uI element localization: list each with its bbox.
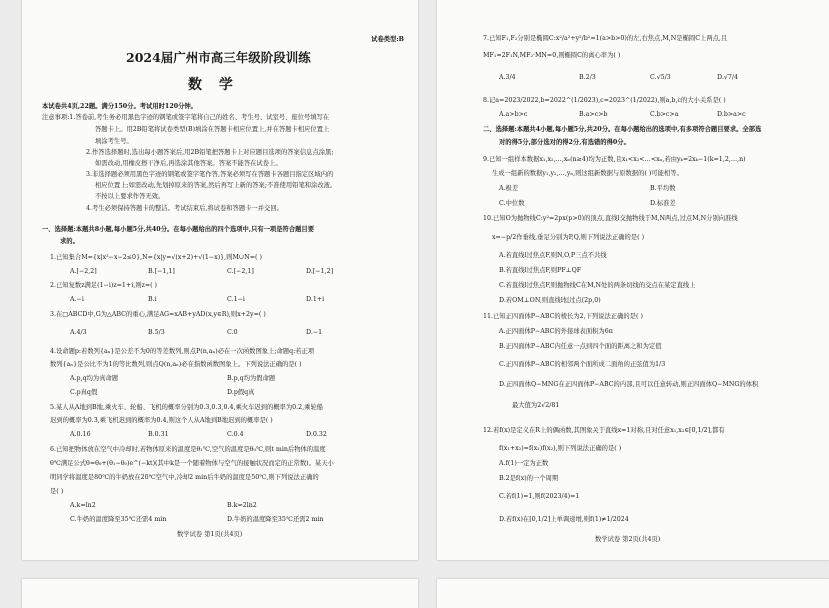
subject-title: 数 学 xyxy=(188,77,239,93)
option: B.平均数 xyxy=(650,185,676,192)
option: D.0.32 xyxy=(306,431,327,438)
option: D.p假q真 xyxy=(227,389,255,396)
exam-page-2 xyxy=(437,0,829,560)
exam-page-1 xyxy=(22,0,418,560)
page-footer: 数学试卷 第1页(共4页) xyxy=(177,531,243,538)
option: D.若f(x)在[0,1/2]上单调递增,则f(1)≠1/2024 xyxy=(499,516,629,523)
notes-line: 相应位置上;如需改动,先划掉原来的答案,然后再写上新的答案;不准使用铅笔和涂改液。 xyxy=(95,182,337,189)
question-5-line: 迟到的概率为0.3,乘飞机迟到的概率为0.4,则这个人从A地到B地迟到的概率是( ) xyxy=(50,417,273,424)
option: D.牛奶的温度降至35℃还需2 min xyxy=(227,516,324,523)
section-heading: 二、选择题:本题共4小题,每小题5分,共20分。在每小题给出的选项中,有多项符合题目要求。全部选 xyxy=(483,126,762,133)
section-heading: 对的得5分,部分选对的得2分,有选错的得0分。 xyxy=(499,139,630,146)
option: B.5/3 xyxy=(148,329,165,336)
option: A.p,q均为真命题 xyxy=(70,375,119,382)
option: A.极差 xyxy=(499,185,519,192)
question-6-line: 明同学将温度是80℃的牛奶放在20℃空气中,冷却2 min后牛奶的温度是50℃,则下列说法正确的 xyxy=(50,474,319,481)
option: B.k=2ln2 xyxy=(227,502,257,509)
option: A.0.16 xyxy=(70,431,91,438)
option: D.b>a>c xyxy=(717,111,746,118)
option: C.牛奶的温度降至35℃还需4 min xyxy=(70,516,167,523)
option: A.3/4 xyxy=(499,74,516,81)
notes-line: 填涂考生号。 xyxy=(95,138,133,145)
option: A.f(1)一定为正数 xyxy=(499,460,549,467)
option: D.标准差 xyxy=(650,200,676,207)
question-1: 1.已知集合M={x|x²−x−2≤0},N={x|y=√(x+2)+√(1−x)},则M∪N=( ) xyxy=(50,254,262,261)
exam-page-4 xyxy=(437,579,829,608)
notes-line: 4.考生必须保持答题卡的整洁。考试结束后,将试卷和答题卡一并交回。 xyxy=(86,205,283,212)
notes-line: 答题卡上。用2B铅笔将试卷类型(B)填涂在答题卡相应位置上,并在答题卡相应位置上 xyxy=(95,126,330,133)
question-6-line: 是( ) xyxy=(50,488,64,495)
notes-line: 3.非选择题必须用黑色字迹的钢笔或签字笔作答,答案必须写在答题卡各题目指定区域内的 xyxy=(86,171,334,178)
exam-title: 2024届广州市高三年级阶段训练 xyxy=(126,50,311,65)
option: B.i xyxy=(148,296,157,303)
option: D.−1 xyxy=(306,329,323,336)
section-heading: 求的。 xyxy=(60,238,79,245)
option: A.a>b>c xyxy=(499,111,528,118)
notes-line: 注意事项:1.答卷前,考生务必用黑色字迹的钢笔或签字笔将自己的姓名、考生号、试室号、座位号填写在 xyxy=(42,114,330,121)
question-10-line: x=−p/2作垂线,垂足分别为P,Q,则下列说法正确的是( ) xyxy=(492,234,645,241)
option: C.b>c>a xyxy=(650,111,679,118)
exam-page-3 xyxy=(22,579,418,608)
option: C.中位数 xyxy=(499,200,525,207)
option: C.p真q假 xyxy=(70,389,98,396)
option: A.正四面体P−ABC的外接球表面积为6π xyxy=(499,328,613,335)
option: B.2是f(x)的一个周期 xyxy=(499,475,559,482)
question-12: 12.若f(x)是定义在R上的偶函数,其图象关于直线x=1对称,且对任意x₁,x₂∈[0,1/2],都有 xyxy=(483,427,725,434)
option: B.0.31 xyxy=(148,431,169,438)
option: B.正四面体P−ABC内任意一点到四个面的距离之和为定值 xyxy=(499,343,662,350)
question-8: 8.记a=2023/2022,b=2022^(1/2023),c=2023^(1/2022),则a,b,c的大小关系是( ) xyxy=(483,97,726,104)
question-3: 3.在□ABCD中,G为△ABC的重心,满足AG=xAB+yAD(x,y∈R),则x+2y=( ) xyxy=(50,311,266,318)
option: D.√7/4 xyxy=(717,74,738,81)
option: C.若f(1)=1,则f(2023/4)=1 xyxy=(499,493,580,500)
option: B.2/3 xyxy=(579,74,596,81)
option: A.k=ln2 xyxy=(70,502,96,509)
option: A.−i xyxy=(70,296,84,303)
question-4-line: 数列{aₙ}是公比不为1的等比数列,则点Q(n,aₙ)必在指数函数图象上。下列说法正确的是( ) xyxy=(50,361,302,368)
option: C.[−2,1] xyxy=(227,268,254,275)
page-footer: 数学试卷 第2页(共4页) xyxy=(595,536,661,543)
option: D.1+i xyxy=(306,296,325,303)
question-12-line: f(x₁+x₂)=f(x₁)f(x₂),则下列说法正确的是( ) xyxy=(499,445,622,452)
question-6-line: θ℃满足公式θ=θ₀+(θ₁−θ₀)e^(−kt)(其中k是一个随着物体与空气的接触状况而定的正常数)。某天小 xyxy=(50,460,334,467)
option: B.若直线l过焦点F,则PF⊥QF xyxy=(499,267,582,274)
option: B.p,q均为假命题 xyxy=(227,375,276,382)
notes-line: 不按以上要求作答无效。 xyxy=(95,193,165,200)
option: D.正四面体Q−MNG在正四面体P−ABC的内部,且可以任意转动,则正四面体Q−MNG的体积 xyxy=(499,381,759,388)
option: B.[−1,1] xyxy=(148,268,175,275)
option: A.若直线l过焦点F,则N,O,P三点不共线 xyxy=(499,252,607,259)
section-heading: 一、选择题:本题共8小题,每小题5分,共40分。在每小题给出的四个选项中,只有一项是符合题目要 xyxy=(42,226,315,233)
option: C.若直线l过焦点F,则抛物线C在M,N处的两条切线的交点在某定直线上 xyxy=(499,282,696,289)
question-4: 4.设命题p:若数列{aₙ}是公差不为0的等差数列,则点P(n,aₙ)必在一次函数图象上;命题q:若正项 xyxy=(50,348,315,355)
notes-line: 2.作答选择题时,选出每小题答案后,用2B铅笔把答题卡上对应题目选项的答案信息点涂黑; xyxy=(86,149,334,156)
exam-info: 本试卷共4页,22题。满分150分。考试用时120分钟。 xyxy=(42,103,197,110)
question-2: 2.已知复数z满足(1−i)z=1+i,则z=( ) xyxy=(50,282,158,289)
option: C.1−i xyxy=(227,296,245,303)
option: C.√5/3 xyxy=(650,74,671,81)
option: B.a>c>b xyxy=(579,111,608,118)
option: D.[−1,2] xyxy=(306,268,334,275)
question-9-line: 生成一组新的数据y₁,y₂,…,yₙ,则这组新数据与原数据的( )可能相等。 xyxy=(492,170,683,177)
question-7: 7.已知F₁,F₂分别是椭圆C:x²/a²+y²/b²=1(a>b>0)的左,右焦点,M,N是椭圆C上两点,且 xyxy=(483,35,728,42)
question-6: 6.已知把物体放在空气中冷却时,若物体原来的温度是θ₁℃,空气的温度是θ₀℃,则t min后物体的温度 xyxy=(50,446,326,453)
notes-line: 如需改动,用橡皮擦干净后,再选涂其他答案。答案不能答在试卷上。 xyxy=(95,160,282,167)
question-5: 5.某人从A地到B地,乘火车、轮船、飞机的概率分别为0.3,0.3,0.4,乘火车迟到的概率为0.2,乘轮船 xyxy=(50,404,324,411)
option: C.正四面体P−ABC的相邻两个面所成二面角的正弦值为1/3 xyxy=(499,361,666,368)
question-11: 11.已知正四面体P−ABC的棱长为2,下列说法正确的是( ) xyxy=(483,313,643,320)
option: C.0.4 xyxy=(227,431,244,438)
option: D.若OM⊥ON,则直线l恒过点(2p,0) xyxy=(499,297,601,304)
question-10: 10.已知O为抛物线C:y²=2px(p>0)的顶点,直线l交抛物线于M,N两点,过点M,N分别向准线 xyxy=(483,215,738,222)
option-line: 最大值为2√2/81 xyxy=(512,402,560,409)
option: C.0 xyxy=(227,329,238,336)
option: A.4/3 xyxy=(70,329,87,336)
exam-type-label: 试卷类型:B xyxy=(371,36,404,43)
question-7-line: MF₁=2F₁N,MF₂·MN=0,则椭圆C的离心率为( ) xyxy=(483,52,621,59)
option: A.[−2,2] xyxy=(70,268,97,275)
question-9: 9.已知一组样本数据x₁,x₂,…,xₙ(n≥4)均为正数,且x₁<x₂<…<xₙ,若由yₖ=2xₖ−1(k=1,2,…,n) xyxy=(483,156,746,163)
